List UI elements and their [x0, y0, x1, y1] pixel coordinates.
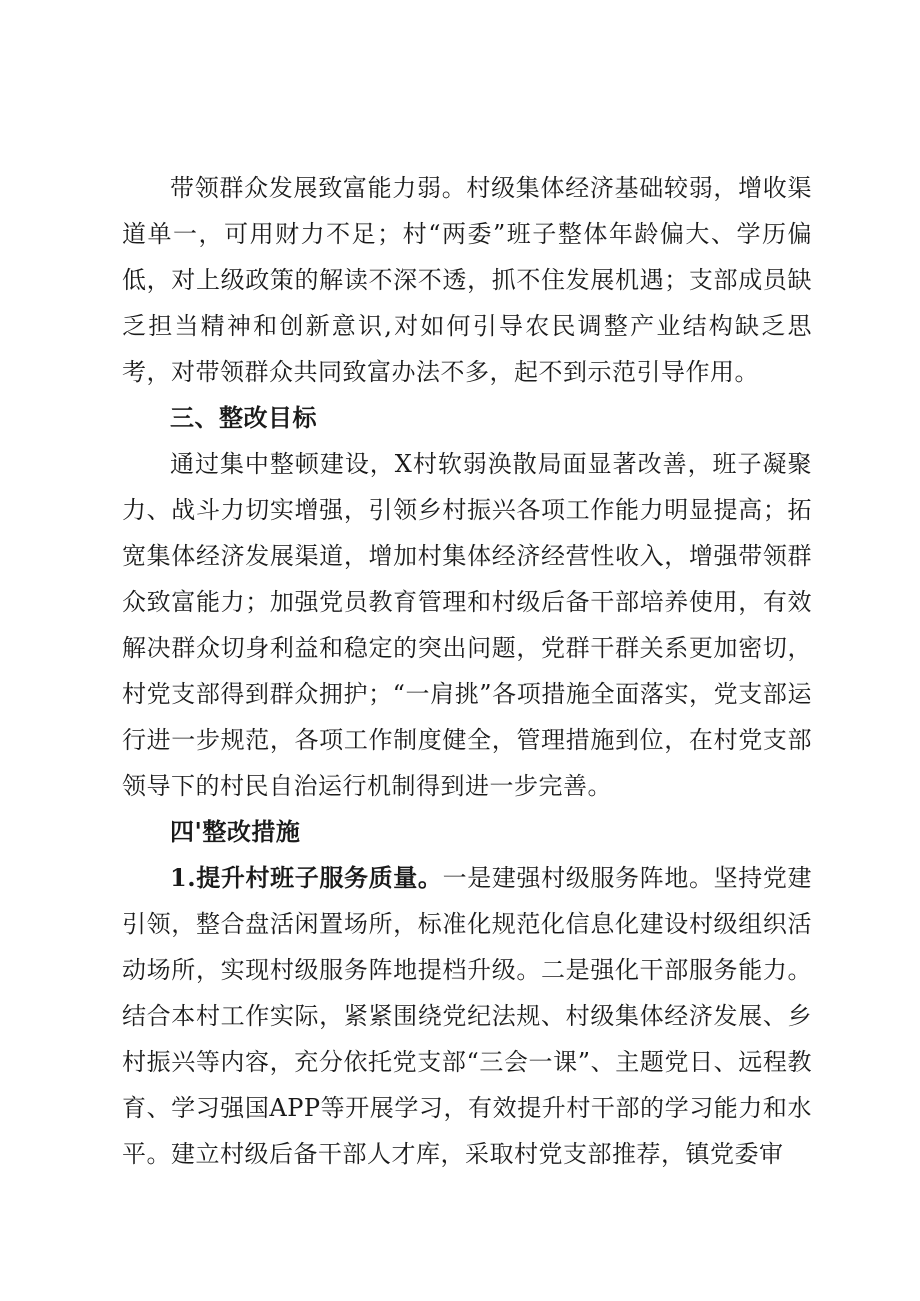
measure-1-lead: 1.提升村班子服务质量。: [170, 863, 443, 892]
paragraph-measure-1: [122, 855, 812, 1177]
paragraph-weak-leadership: 带领群众发展致富能力弱。村级集体经济基础较弱，增收渠道单一，可用财力不足；村“两委”班子整体年龄偏大、学历偏低，对上级政策的解读不深不透，抓不住发展机遇；支部成员缺乏担当精神和创新意识,对如何引导农民调整产业结构缺乏思考，对带领群众共同致富办法不多，起不到示范引导作用。: [122, 174, 812, 386]
section-heading-rectification-measures: 四'整改措施: [170, 817, 301, 846]
section-heading-rectification-goals: 三、整改目标: [170, 403, 317, 432]
measure-1-body: 一是建强村级服务阵地。坚持党建引领，整合盘活闲置场所，标准化规范化信息化建设村级组织活动场所，实现村级服务阵地提档升级。二是强化干部服务能力。结合本村工作实际，紧紧围绕党纪法规、村级集体经济发展、乡村振兴等内容，充分依托党支部“三会一课”、主题党日、远程教育、学习强国APP等开展学习，有效提升村干部的学习能力和水平。建立村级后备干部人才库，采取村党支部推荐，镇党委审: [122, 864, 813, 1168]
document-body: [122, 165, 812, 1177]
paragraph-rectification-goals: 通过集中整顿建设，X村软弱涣散局面显著改善，班子凝聚力、战斗力切实增强，引领乡村振兴各项工作能力明显提高；拓宽集体经济发展渠道，增加村集体经济经营性收入，增强带领群众致富能力；加强党员教育管理和村级后备干部培养使用，有效解决群众切身利益和稳定的突出问题，党群干群关系更加密切，村党支部得到群众拥护；“一肩挑”各项措施全面落实，党支部运行进一步规范，各项工作制度健全，管理措施到位，在村党支部领导下的村民自治运行机制得到进一步完善。: [122, 450, 812, 800]
